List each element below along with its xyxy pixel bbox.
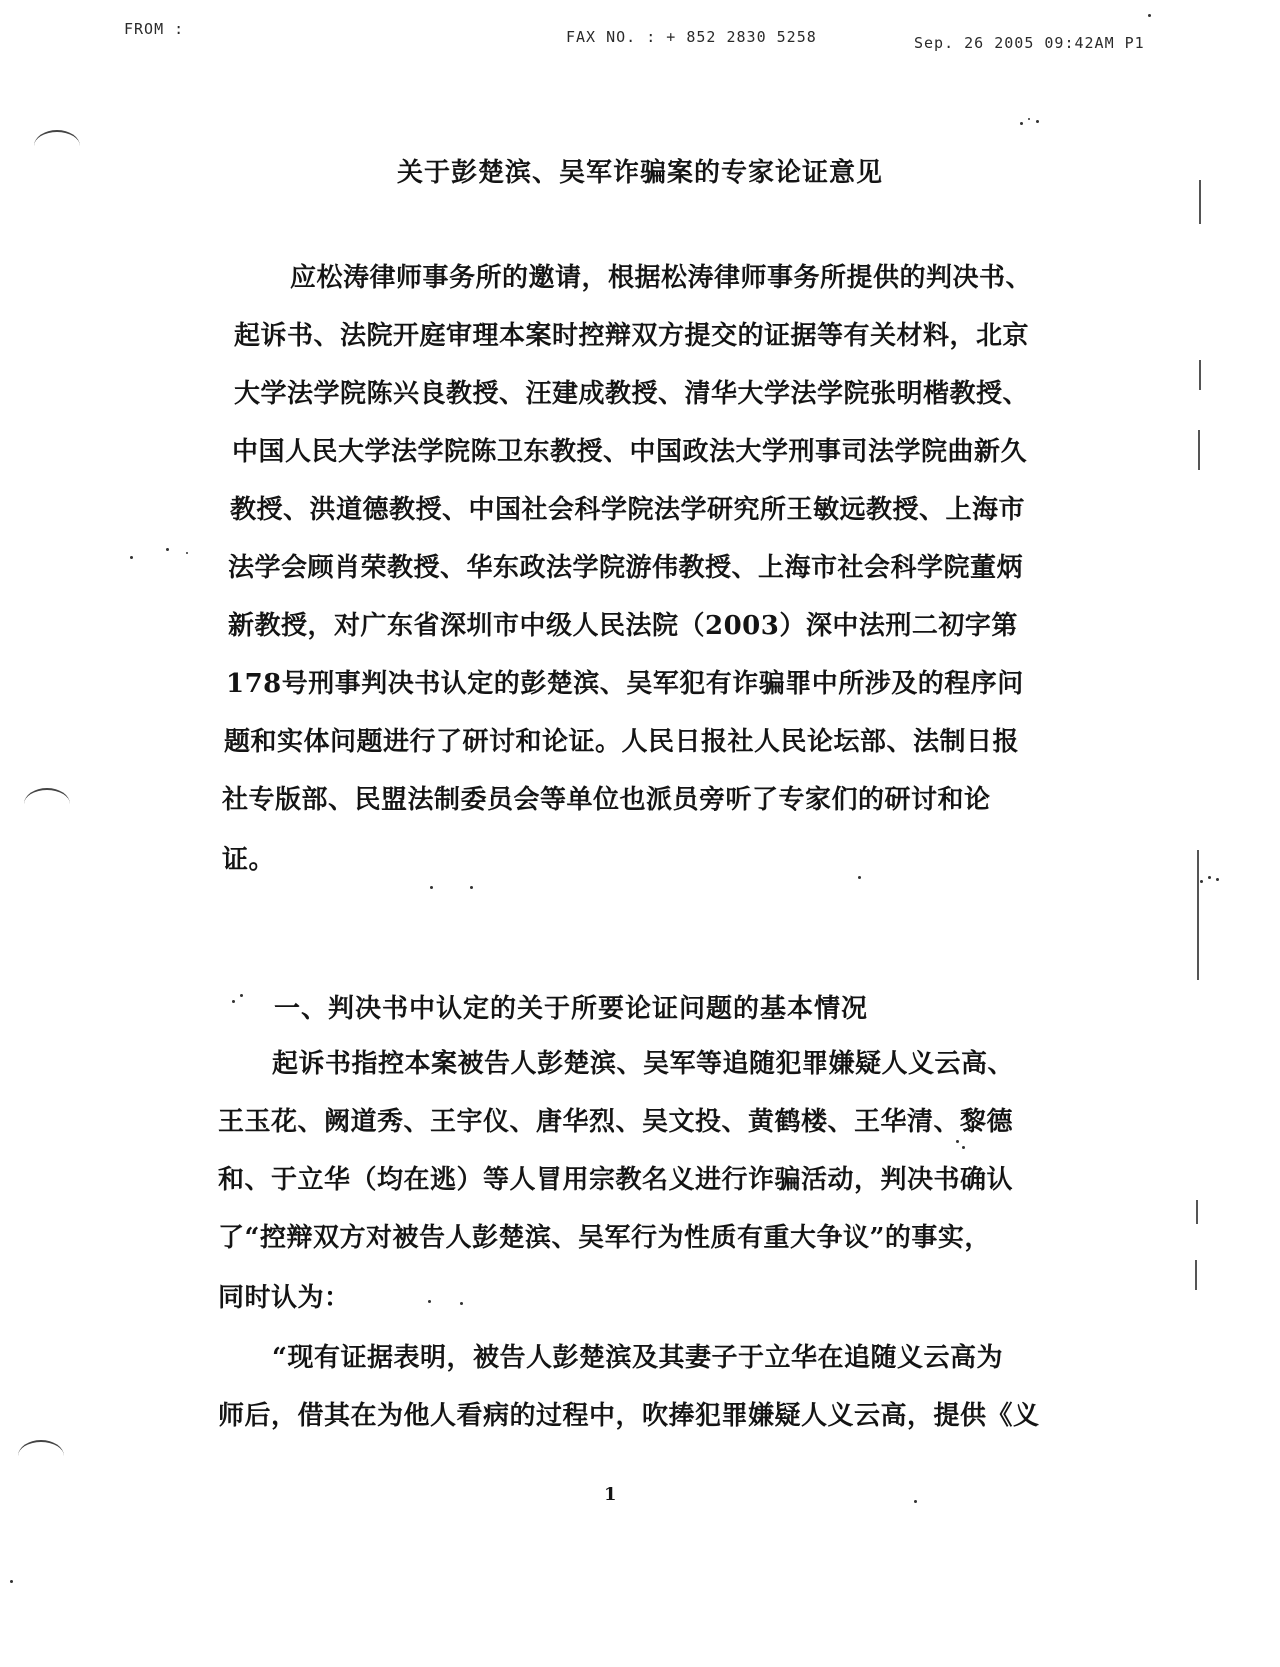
scan-artifact [24, 788, 70, 820]
scan-artifact [240, 994, 243, 997]
scan-artifact [186, 552, 188, 554]
scan-artifact [1199, 360, 1201, 390]
quote-line: “现有证据表明，被告人彭楚滨及其妻子于立华在追随义云高为 [272, 1343, 1003, 1373]
fax-from-label: FROM : [124, 20, 185, 38]
section-line: 王玉花、阙道秀、王宇仪、唐华烈、吴文投、黄鹤楼、王华清、黎德 [218, 1107, 1014, 1137]
scan-artifact [460, 1302, 463, 1305]
scan-artifact [1216, 878, 1219, 881]
scan-artifact [470, 886, 473, 889]
intro-line: 新教授，对广东省深圳市中级人民法院（2003）深中法刑二初字第 [228, 611, 1018, 641]
scan-artifact [1195, 1260, 1197, 1290]
section-line: 了“控辩双方对被告人彭楚滨、吴军行为性质有重大争议”的事实， [218, 1223, 991, 1253]
scan-artifact [1036, 120, 1039, 123]
section-line: 同时认为： [218, 1283, 351, 1313]
scan-artifact [1200, 880, 1203, 883]
intro-line: 中国人民大学法学院陈卫东教授、中国政法大学刑事司法学院曲新久 [232, 437, 1028, 467]
page-number: 1 [604, 1484, 617, 1505]
intro-line: 证。 [222, 845, 276, 875]
scan-artifact [428, 1300, 431, 1303]
intro-line: 大学法学院陈兴良教授、汪建成教授、清华大学法学院张明楷教授、 [234, 379, 1030, 409]
scan-artifact [1197, 850, 1199, 980]
scan-artifact [1148, 14, 1151, 17]
scan-artifact [1196, 1200, 1198, 1224]
intro-line: 法学会顾肖荣教授、华东政法学院游伟教授、上海市社会科学院董炳 [228, 553, 1024, 583]
intro-line: 应松涛律师事务所的邀请，根据松涛律师事务所提供的判决书、 [290, 263, 1033, 293]
scan-artifact [1198, 430, 1200, 470]
intro-line: 教授、洪道德教授、中国社会科学院法学研究所王敏远教授、上海市 [230, 495, 1026, 525]
scan-artifact [10, 1580, 13, 1583]
scan-artifact [914, 1500, 917, 1503]
scan-artifact [1208, 876, 1211, 879]
scan-artifact [1028, 118, 1030, 120]
scan-artifact [34, 130, 80, 162]
document-title: 关于彭楚滨、吴军诈骗案的专家论证意见 [396, 158, 883, 188]
intro-line: 178号刑事判决书认定的彭楚滨、吴军犯有诈骗罪中所涉及的程序问 [226, 669, 1024, 699]
section-heading: 一、判决书中认定的关于所要论证问题的基本情况 [274, 994, 869, 1024]
section-line: 起诉书指控本案被告人彭楚滨、吴军等追随犯罪嫌疑人义云高、 [272, 1049, 1015, 1079]
scan-artifact [18, 1440, 64, 1472]
scan-artifact [130, 556, 133, 559]
scan-artifact [166, 548, 169, 551]
scan-artifact [956, 1140, 959, 1143]
section-line: 和、于立华（均在逃）等人冒用宗教名义进行诈骗活动，判决书确认 [218, 1165, 1014, 1195]
scan-artifact [1199, 180, 1201, 224]
scan-artifact [232, 1000, 235, 1003]
scan-artifact [430, 886, 433, 889]
intro-line: 社专版部、民盟法制委员会等单位也派员旁听了专家们的研讨和论 [222, 785, 991, 815]
scan-artifact [962, 1146, 965, 1149]
scan-artifact [858, 876, 861, 879]
scan-artifact [1020, 122, 1023, 125]
fax-date-time: Sep. 26 2005 09:42AM P1 [914, 34, 1145, 52]
intro-line: 题和实体问题进行了研讨和论证。人民日报社人民论坛部、法制日报 [224, 727, 1020, 757]
quote-line: 师后，借其在为他人看病的过程中，吹捧犯罪嫌疑人义云高，提供《义 [218, 1401, 1040, 1431]
intro-line: 起诉书、法院开庭审理本案时控辩双方提交的证据等有关材料，北京 [234, 321, 1030, 351]
fax-number: FAX NO. : + 852 2830 5258 [566, 28, 817, 46]
